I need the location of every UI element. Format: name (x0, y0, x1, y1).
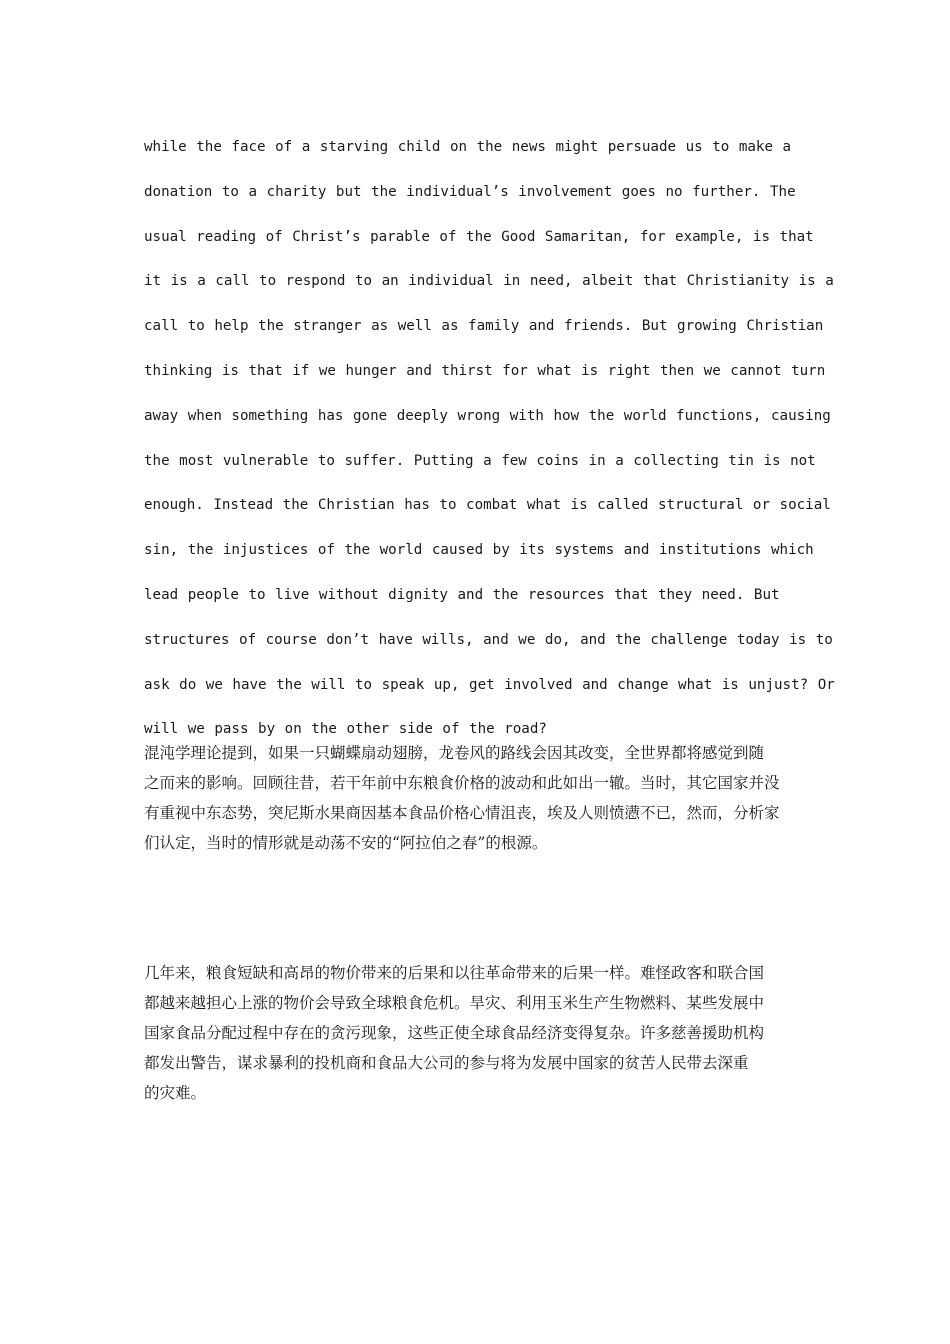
english-line: the most vulnerable to suffer. Putting a few coins in a collecting tin is not (144, 452, 816, 469)
chinese-line: 国家食品分配过程中存在的贪污现象，这些正使全球食品经济变得复杂。许多慈善援助机构 (144, 1024, 765, 1042)
chinese-line: 都越来越担心上涨的物价会导致全球粮食危机。旱灾、利用玉米生产生物燃料、某些发展中 (144, 994, 765, 1012)
chinese-line: 之而来的影响。回顾往昔，若干年前中东粮食价格的波动和此如出一辙。当时，其它国家并没 (144, 774, 780, 792)
chinese-line: 混沌学理论提到，如果一只蝴蝶扇动翅膀，龙卷风的路线会因其改变，全世界都将感觉到随 (144, 744, 765, 762)
english-line: usual reading of Christ’s parable of the Good Samaritan, for example, is that (144, 228, 814, 245)
english-line: donation to a charity but the individual’s involvement goes no further. The (144, 183, 796, 200)
english-paragraph (144, 125, 835, 752)
english-line: enough. Instead the Christian has to combat what is called structural or social (144, 497, 831, 514)
english-line: thinking is that if we hunger and thirst for what is right then we cannot turn (144, 362, 826, 379)
english-line: away when something has gone deeply wrong with how the world functions, causing (144, 407, 831, 424)
english-line: lead people to live without dignity and the resources that they need. But (144, 586, 780, 603)
english-line: structures of course don’t have wills, and we do, and the challenge today is to (144, 631, 833, 648)
english-line: sin, the injustices of the world caused by its systems and institutions which (144, 542, 814, 559)
english-line: call to help the stranger as well as family and friends. But growing Christian (144, 318, 824, 335)
chinese-line: 有重视中东态势，突尼斯水果商因基本食品价格心情沮丧，埃及人则愤懑不已，然而，分析家 (144, 804, 780, 822)
chinese-line: 们认定，当时的情形就是动荡不安的“阿拉伯之春”的根源。 (144, 834, 548, 852)
english-line: ask do we have the will to speak up, get involved and change what is unjust? Or (144, 676, 835, 693)
chinese-line: 都发出警告，谋求暴利的投机商和食品大公司的参与将为发展中国家的贫苦人民带去深重 (144, 1054, 749, 1072)
chinese-line: 几年来，粮食短缺和高昂的物价带来的后果和以往革命带来的后果一样。难怪政客和联合国 (144, 964, 765, 982)
english-line: will we pass by on the other side of the road? (144, 721, 547, 738)
chinese-paragraph-1 (144, 738, 814, 858)
chinese-paragraph-2 (144, 958, 814, 1108)
english-line: while the face of a starving child on the news might persuade us to make a (144, 139, 792, 155)
chinese-line: 的灾难。 (144, 1084, 207, 1102)
english-line: it is a call to respond to an individual in need, albeit that Christianity is a (144, 273, 834, 290)
